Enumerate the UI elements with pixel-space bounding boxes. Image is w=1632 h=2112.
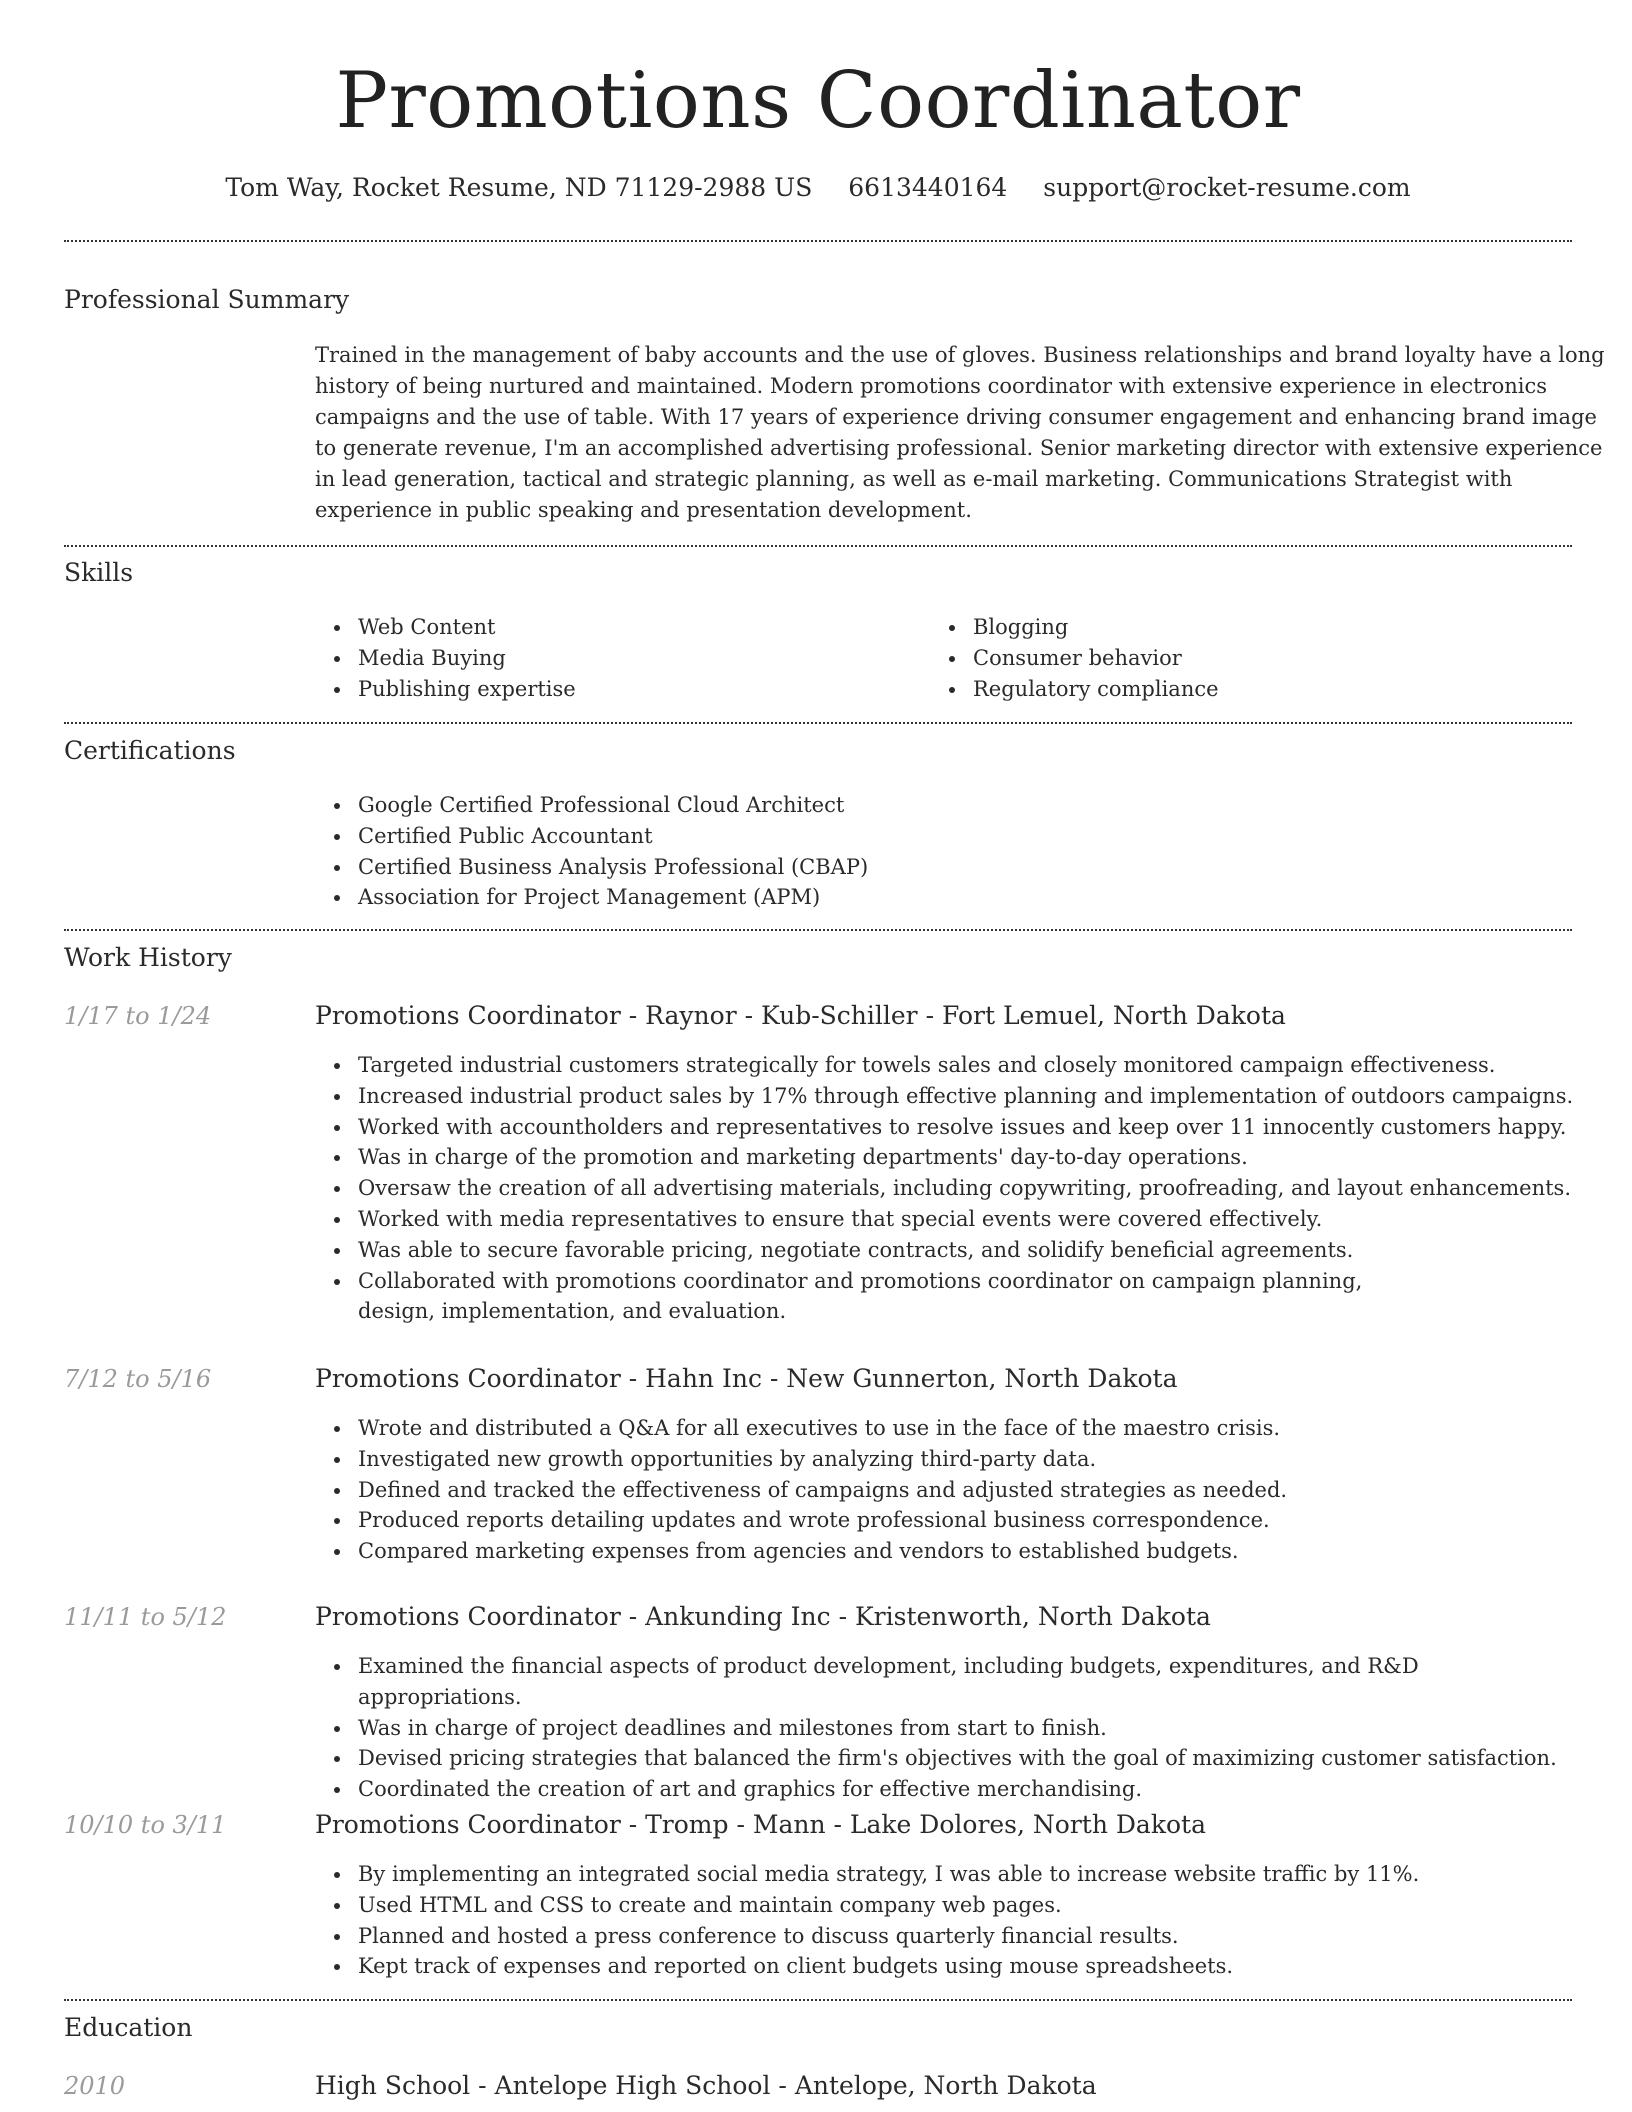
skill-item: Web Content bbox=[315, 612, 915, 643]
job-title: Promotions Coordinator - Tromp - Mann - Lake Dolores, North Dakota bbox=[315, 1810, 1206, 1839]
job-dates: 7/12 to 5/16 bbox=[64, 1365, 212, 1393]
job-bullet: Produced reports detailing updates and wrote professional business correspondence. bbox=[315, 1505, 1575, 1536]
job-title: Promotions Coordinator - Hahn Inc - New Gunnerton, North Dakota bbox=[315, 1364, 1178, 1393]
job-bullet: Targeted industrial customers strategically for towels sales and closely monitored campaign effectiveness. bbox=[315, 1050, 1575, 1081]
summary-heading: Professional Summary bbox=[64, 285, 350, 314]
job-bullet: Was able to secure favorable pricing, negotiate contracts, and solidify beneficial agreements. bbox=[315, 1235, 1575, 1266]
certification-item: Association for Project Management (APM) bbox=[315, 882, 1565, 913]
job-dates: 1/17 to 1/24 bbox=[64, 1002, 212, 1030]
section-divider bbox=[64, 722, 1572, 724]
job-bullet: Worked with accountholders and representatives to resolve issues and keep over 11 innocently customers happy. bbox=[315, 1112, 1575, 1143]
job-bullet: Increased industrial product sales by 17% through effective planning and implementation of outdoors campaigns. bbox=[315, 1081, 1575, 1112]
job-bullet: Examined the financial aspects of product development, including budgets, expenditures, and R&D appropriations. bbox=[315, 1651, 1575, 1713]
certification-item: Google Certified Professional Cloud Architect bbox=[315, 790, 1565, 821]
job-bullet: Kept track of expenses and reported on client budgets using mouse spreadsheets. bbox=[315, 1951, 1575, 1982]
job-dates: 11/11 to 5/12 bbox=[64, 1603, 227, 1631]
education-year: 2010 bbox=[64, 2072, 126, 2100]
certification-item: Certified Business Analysis Professional (CBAP) bbox=[315, 852, 1565, 883]
job-bullet: Was in charge of the promotion and marketing departments' day-to-day operations. bbox=[315, 1142, 1575, 1173]
skills-list-left bbox=[315, 612, 915, 704]
job-bullet: Defined and tracked the effectiveness of campaigns and adjusted strategies as needed. bbox=[315, 1475, 1575, 1506]
job-bullet: Collaborated with promotions coordinator and promotions coordinator on campaign planning, design, implementation, and evaluation. bbox=[315, 1266, 1395, 1328]
contact-phone: 6613440164 bbox=[848, 173, 1008, 202]
job-title: Promotions Coordinator - Raynor - Kub-Schiller - Fort Lemuel, North Dakota bbox=[315, 1001, 1286, 1030]
work-history-heading: Work History bbox=[64, 943, 232, 972]
job-bullet: Was in charge of project deadlines and milestones from start to finish. bbox=[315, 1713, 1575, 1744]
job-bullet: Used HTML and CSS to create and maintain company web pages. bbox=[315, 1890, 1575, 1921]
skill-item: Regulatory compliance bbox=[930, 674, 1530, 705]
skill-item: Consumer behavior bbox=[930, 643, 1530, 674]
summary-text: Trained in the management of baby accounts and the use of gloves. Business relationships and brand loyalty have a long history of being nurtured and maintained. Modern promotions coordinator with extensive experience in electronics campaigns and the use of table. With 17 years of experience driving consumer engagement and enhancing brand image to generate revenue, I'm an accomplished advertising professional. Senior marketing director with extensive experience in lead generation, tactical and strategic planning, as well as e-mail marketing. Communications Strategist with experience in public speaking and presentation development. bbox=[315, 343, 1605, 522]
contact-email: support@rocket-resume.com bbox=[1043, 173, 1411, 202]
education-heading: Education bbox=[64, 2013, 193, 2042]
job-bullets bbox=[315, 1413, 1575, 1567]
job-bullet: Devised pricing strategies that balanced the firm's objectives with the goal of maximizing customer satisfaction. bbox=[315, 1743, 1575, 1774]
certification-item: Certified Public Accountant bbox=[315, 821, 1565, 852]
section-divider bbox=[64, 929, 1572, 931]
job-bullets bbox=[315, 1651, 1575, 1805]
job-title: Promotions Coordinator - Ankunding Inc - Kristenworth, North Dakota bbox=[315, 1602, 1211, 1631]
resume-title: Promotions Coordinator bbox=[335, 56, 1301, 146]
job-bullet: Investigated new growth opportunities by analyzing third-party data. bbox=[315, 1444, 1575, 1475]
job-bullet: Compared marketing expenses from agencies and vendors to established budgets. bbox=[315, 1536, 1575, 1567]
job-bullet: Planned and hosted a press conference to discuss quarterly financial results. bbox=[315, 1921, 1575, 1952]
skills-list-right bbox=[930, 612, 1530, 704]
skill-item: Media Buying bbox=[315, 643, 915, 674]
job-bullets bbox=[315, 1859, 1575, 1982]
skill-item: Blogging bbox=[930, 612, 1530, 643]
certifications-list bbox=[315, 790, 1565, 913]
job-bullet: Wrote and distributed a Q&A for all executives to use in the face of the maestro crisis. bbox=[315, 1413, 1575, 1444]
section-divider bbox=[64, 1999, 1572, 2001]
job-bullet: Coordinated the creation of art and graphics for effective merchandising. bbox=[315, 1774, 1575, 1805]
education-title: High School - Antelope High School - Antelope, North Dakota bbox=[315, 2071, 1097, 2100]
contact-line bbox=[64, 170, 1572, 206]
job-bullet: By implementing an integrated social media strategy, I was able to increase website traffic by 11%. bbox=[315, 1859, 1575, 1890]
skills-heading: Skills bbox=[64, 558, 134, 587]
job-bullet: Oversaw the creation of all advertising materials, including copywriting, proofreading, and layout enhancements. bbox=[315, 1173, 1575, 1204]
job-bullet: Worked with media representatives to ensure that special events were covered effectively. bbox=[315, 1204, 1575, 1235]
certifications-heading: Certifications bbox=[64, 736, 236, 765]
job-dates: 10/10 to 3/11 bbox=[64, 1811, 227, 1839]
job-bullets bbox=[315, 1050, 1575, 1327]
section-divider bbox=[64, 240, 1572, 242]
skill-item: Publishing expertise bbox=[315, 674, 915, 705]
section-divider bbox=[64, 545, 1572, 547]
contact-address: Tom Way, Rocket Resume, ND 71129-2988 US bbox=[225, 173, 813, 202]
